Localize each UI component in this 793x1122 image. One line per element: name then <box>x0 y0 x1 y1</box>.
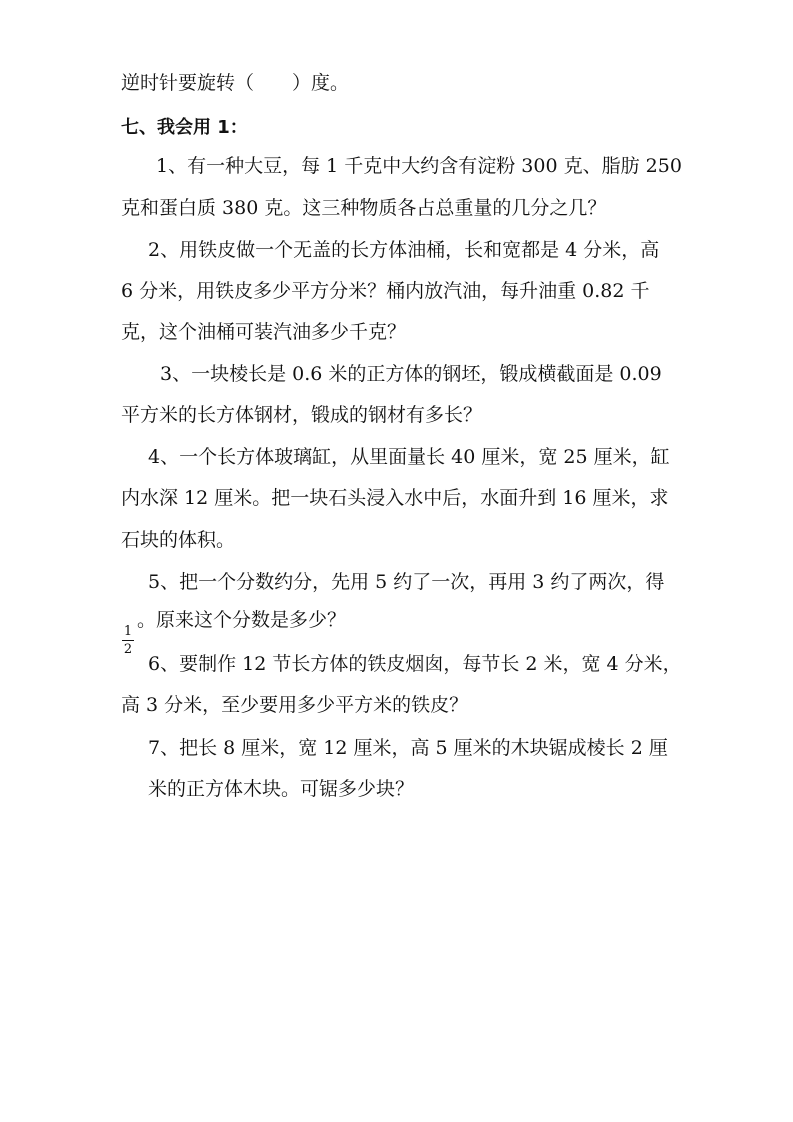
problem-line: 7、把长 8 厘米，宽 12 厘米，高 5 厘米的木块锯成棱长 2 厘 <box>148 737 668 759</box>
intro-line: 逆时针要旋转（ ）度。 <box>121 72 350 94</box>
problem-line: 米的正方体木块。可锯多少块？ <box>148 778 415 800</box>
problem-line: 石块的体积。 <box>121 529 236 551</box>
problem-line: 5、把一个分数约分，先用 5 约了一次，再用 3 约了两次，得 <box>148 571 665 593</box>
problem-line: 4、一个长方体玻璃缸，从里面量长 40 厘米，宽 25 厘米，缸 <box>148 446 670 468</box>
problem-line: 高 3 分米，至少要用多少平方米的铁皮？ <box>121 694 469 716</box>
problem-line: 克，这个油桶可装汽油多少千克？ <box>121 321 407 343</box>
fraction-one-half <box>121 625 135 656</box>
problem-line: 6、要制作 12 节长方体的铁皮烟囱，每节长 2 米，宽 4 分米， <box>148 653 682 675</box>
problem-line: 。原来这个分数是多少？ <box>137 609 347 631</box>
section-title: 七、我会用 1： <box>121 117 248 138</box>
fraction-numerator: 1 <box>123 624 133 639</box>
problem-line: 内水深 12 厘米。把一块石头浸入水中后，水面升到 16 厘米，求 <box>121 487 669 509</box>
fraction-bar <box>122 640 134 641</box>
problem-line: 克和蛋白质 380 克。这三种物质各占总重量的几分之几？ <box>121 197 607 219</box>
problem-line: 6 分米，用铁皮多少平方分米？桶内放汽油，每升油重 0.82 千 <box>121 280 650 302</box>
problem-line: 3、一块棱长是 0.6 米的正方体的钢坯，锻成横截面是 0.09 <box>160 363 662 385</box>
problem-line: 1、有一种大豆，每 1 千克中大约含有淀粉 300 克、脂肪 250 <box>156 155 682 177</box>
fraction-denominator: 2 <box>123 642 133 657</box>
problem-line: 2、用铁皮做一个无盖的长方体油桶，长和宽都是 4 分米，高 <box>148 239 660 261</box>
problem-line: 平方米的长方体钢材，锻成的钢材有多长？ <box>121 404 483 426</box>
